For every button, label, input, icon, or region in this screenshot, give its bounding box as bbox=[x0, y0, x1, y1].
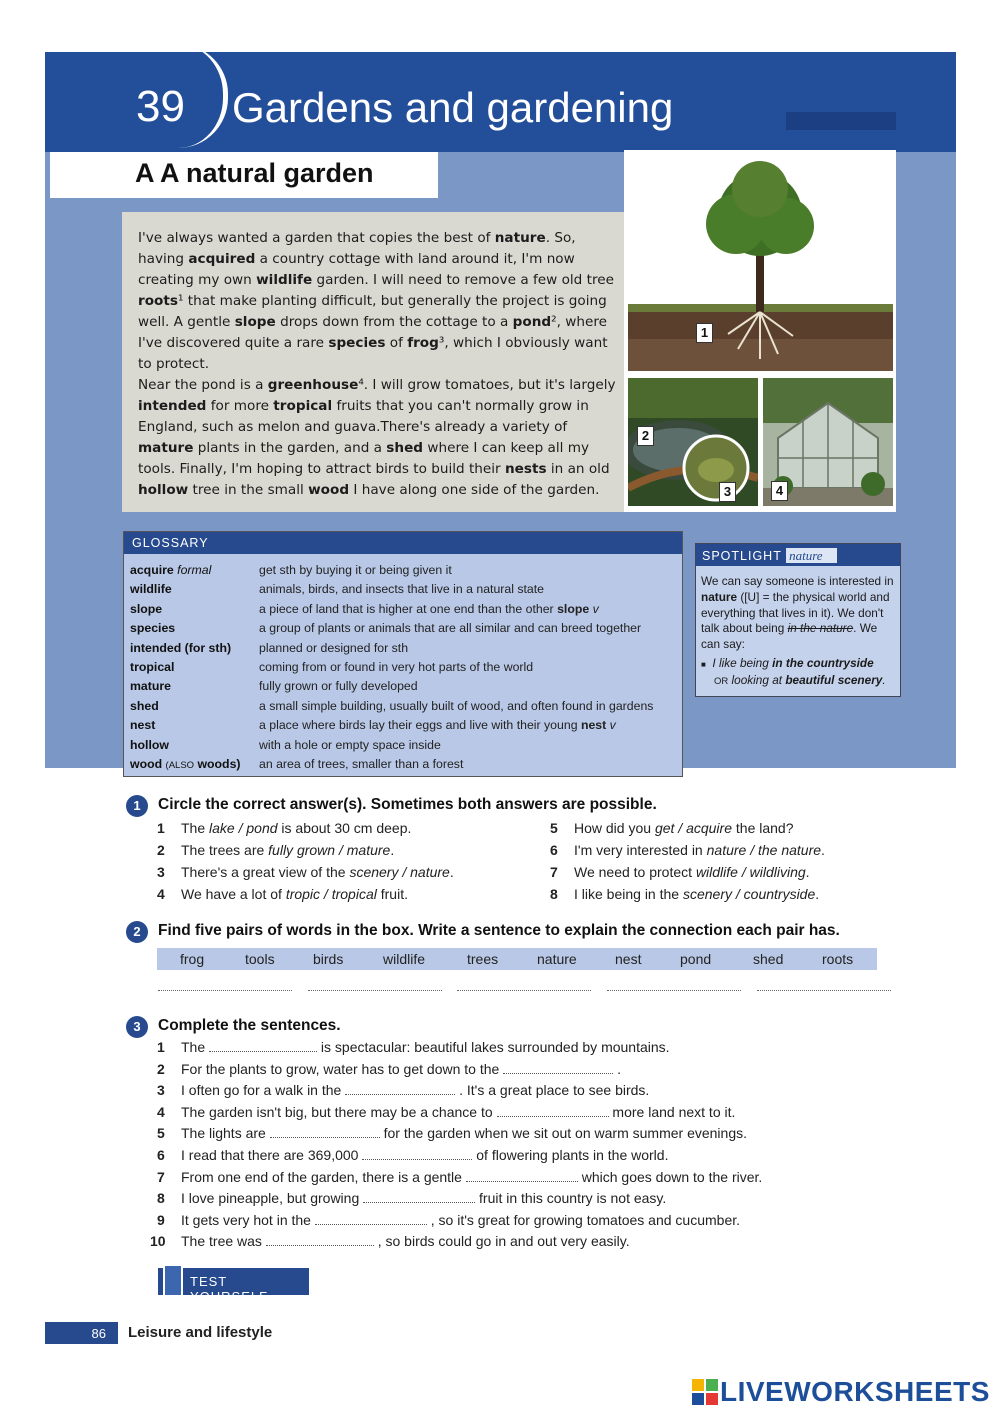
unit-title: Gardens and gardening bbox=[232, 84, 674, 131]
glossary-term: slope bbox=[130, 601, 163, 616]
key-word: frog bbox=[407, 335, 439, 351]
reading-paragraph-1 bbox=[138, 228, 618, 375]
tree-roots-photo bbox=[628, 154, 893, 371]
key-word: tropical bbox=[273, 398, 333, 414]
exercise-1-title: Circle the correct answer(s). Sometimes both answers are possible. bbox=[158, 796, 657, 813]
photo-label-3: 3 bbox=[719, 482, 736, 502]
glossary-definition: with a hole or empty space inside bbox=[259, 737, 441, 752]
item-text: is spectacular: beautiful lakes surrounded by mountains. bbox=[317, 1039, 670, 1055]
spotlight-struck-phrase: in the nature bbox=[787, 621, 854, 636]
reading-text-run: a country cottage with land around it, I'm now creating my own bbox=[138, 251, 575, 288]
box-word: wildlife bbox=[383, 951, 426, 967]
glossary-definition: get sth by buying it or being given it bbox=[259, 563, 452, 577]
item-text: fruit in this country is not easy. bbox=[475, 1190, 667, 1207]
item-text: We have a lot of bbox=[181, 886, 286, 902]
item-text: From one end of the garden, there is a gentle bbox=[181, 1168, 466, 1185]
reading-text bbox=[138, 228, 618, 501]
spotlight-example-bold: beautiful scenery bbox=[785, 672, 883, 687]
glossary-term-cell bbox=[130, 563, 211, 577]
glossary-term: nest bbox=[130, 718, 156, 733]
glossary-entry bbox=[124, 735, 682, 754]
exercise-2-title: Find five pairs of words in the box. Write a sentence to explain the connection each pair has. bbox=[158, 922, 840, 939]
reading-text-run: tree in the small bbox=[188, 482, 309, 498]
item-text: The garden isn't big, but there may be a chance to bbox=[181, 1103, 497, 1120]
key-word: intended bbox=[138, 398, 207, 414]
box-word: tools bbox=[245, 951, 275, 967]
box-word: frog bbox=[180, 951, 205, 967]
item-text: . bbox=[815, 886, 820, 902]
box-word: roots bbox=[822, 951, 854, 967]
key-word: greenhouse bbox=[267, 377, 359, 393]
exercise-2-number: 2 bbox=[126, 921, 148, 943]
answer-options[interactable]: wildlife / wildliving bbox=[695, 864, 806, 880]
key-word: roots bbox=[138, 293, 178, 309]
box-word: pond bbox=[680, 951, 712, 967]
glossary-def-cell bbox=[259, 718, 616, 732]
glossary-def-cell bbox=[259, 679, 418, 693]
reading-text-run: plants in the garden, and a bbox=[193, 440, 387, 456]
spotlight-keyword: nature bbox=[701, 589, 738, 604]
glossary-def-cell bbox=[259, 582, 544, 596]
answer-options[interactable]: nature / the nature bbox=[706, 842, 822, 858]
fill-in-blank[interactable] bbox=[209, 1040, 317, 1052]
item-text: I'm very interested in bbox=[574, 842, 707, 858]
glossary-term: wildlife bbox=[130, 582, 172, 597]
glossary-title: GLOSSARY bbox=[124, 532, 682, 554]
item-text: I love pineapple, but growing bbox=[181, 1190, 364, 1207]
item-text: There's a great view of the bbox=[181, 864, 350, 880]
fill-in-blank[interactable] bbox=[270, 1126, 380, 1138]
glossary-term-cell bbox=[130, 699, 159, 713]
item-text: of flowering plants in the world. bbox=[472, 1147, 669, 1163]
glossary-def-bold: nest bbox=[580, 718, 607, 733]
fill-in-blank[interactable] bbox=[363, 1191, 475, 1203]
glossary-def-cell bbox=[259, 757, 463, 771]
fill-in-blank[interactable] bbox=[466, 1170, 578, 1182]
item-number: 6 bbox=[550, 842, 558, 858]
glossary-term-cell bbox=[130, 718, 155, 732]
item-number: 5 bbox=[157, 1125, 165, 1142]
test-yourself-icon bbox=[163, 1264, 183, 1297]
reading-text-run: ¹ that make planting difficult, but generally the project is going well. A gentle bbox=[138, 293, 607, 330]
glossary-term-cell bbox=[130, 602, 162, 616]
fill-in-blank[interactable] bbox=[497, 1105, 609, 1117]
spotlight-label: SPOTLIGHT bbox=[702, 549, 782, 563]
glossary-definition: an area of trees, smaller than a forest bbox=[259, 756, 464, 771]
answer-options[interactable]: scenery / nature bbox=[349, 864, 450, 880]
reading-text-run: drops down from the cottage to a bbox=[275, 314, 513, 330]
item-number: 10 bbox=[150, 1233, 166, 1250]
item-text: The tree was bbox=[181, 1233, 266, 1250]
glossary-entry bbox=[124, 579, 682, 598]
glossary-entry bbox=[124, 657, 682, 676]
reading-text-run: in an old bbox=[546, 461, 610, 477]
key-word: nests bbox=[504, 461, 547, 477]
reading-text-run: ³, which I obviously want to protect. bbox=[138, 335, 608, 372]
item-text: . bbox=[390, 842, 395, 858]
item-text: more land next to it. bbox=[608, 1103, 736, 1120]
glossary-entry bbox=[124, 560, 682, 579]
answer-line[interactable] bbox=[158, 990, 292, 991]
glossary-term-cell bbox=[130, 621, 175, 635]
glossary-term-cell bbox=[130, 738, 169, 752]
item-text: . bbox=[613, 1060, 621, 1077]
spotlight-text: ([U] = the physical world and everything that lives in it). We don't talk about being bbox=[701, 589, 890, 636]
glossary-def-bold: slope bbox=[557, 601, 590, 616]
glossary-def-cell bbox=[259, 660, 533, 674]
key-word: nature bbox=[494, 230, 546, 246]
item-text: It gets very hot in the bbox=[181, 1211, 315, 1228]
glossary-note: formal bbox=[177, 563, 212, 577]
box-word: shed bbox=[753, 951, 784, 967]
glossary-def-cell bbox=[259, 602, 599, 616]
item-text: The trees are bbox=[181, 842, 269, 858]
spotlight-text: . We can say: bbox=[701, 621, 878, 652]
glossary-entry bbox=[124, 638, 682, 657]
item-number: 2 bbox=[157, 1060, 165, 1077]
item-number: 8 bbox=[550, 886, 558, 902]
answer-options[interactable]: fully grown / mature bbox=[268, 842, 391, 858]
item-number: 9 bbox=[157, 1211, 165, 1228]
item-text: . bbox=[821, 842, 825, 858]
fill-in-blank[interactable] bbox=[266, 1234, 374, 1246]
glossary-entry bbox=[124, 618, 682, 637]
glossary-definition: animals, birds, and insects that live in a natural state bbox=[259, 582, 545, 597]
item-number: 7 bbox=[550, 864, 558, 880]
reading-text-run: I have along one side of the garden. bbox=[349, 482, 600, 498]
item-text: fruit. bbox=[376, 886, 408, 902]
spotlight-example-text: looking at bbox=[728, 672, 786, 687]
glossary-term: acquire bbox=[130, 563, 174, 577]
fill-in-blank[interactable] bbox=[315, 1213, 427, 1225]
answer-options[interactable]: get / acquire bbox=[654, 820, 732, 836]
glossary-def-cell bbox=[259, 621, 641, 635]
reading-paragraph-2 bbox=[138, 375, 618, 501]
glossary-definition: a group of plants or animals that are all similar and can breed together bbox=[259, 621, 642, 636]
box-word: nature bbox=[537, 951, 577, 967]
key-word: wood bbox=[308, 482, 350, 498]
glossary-term: wood bbox=[130, 756, 163, 771]
item-number: 3 bbox=[157, 1082, 165, 1099]
glossary-entry bbox=[124, 696, 682, 715]
glossary-term-cell bbox=[130, 679, 171, 693]
item-number: 7 bbox=[157, 1168, 165, 1185]
glossary-also: (ALSO bbox=[165, 759, 195, 771]
key-word: wildlife bbox=[256, 272, 313, 288]
answer-line[interactable] bbox=[308, 990, 442, 991]
glossary-term-cell bbox=[130, 582, 172, 596]
reading-text-run: for more bbox=[206, 398, 274, 414]
glossary-entry bbox=[124, 754, 682, 773]
glossary-term-cell bbox=[130, 660, 174, 674]
item-text: is about 30 cm deep. bbox=[277, 820, 412, 836]
reading-text-run: garden. I will need to remove a few old tree bbox=[312, 272, 614, 288]
key-word: slope bbox=[234, 314, 276, 330]
glossary-also-term: woods) bbox=[197, 756, 241, 771]
spotlight-word: nature bbox=[786, 548, 836, 563]
header-accent bbox=[786, 112, 896, 130]
unit-number: 39 bbox=[136, 82, 185, 131]
item-text: For the plants to grow, water has to get down to the bbox=[181, 1060, 504, 1077]
section-a-title: A A natural garden bbox=[135, 158, 374, 188]
fill-in-blank[interactable] bbox=[345, 1083, 455, 1095]
answer-options[interactable]: lake / pond bbox=[209, 820, 278, 836]
reading-text-run: where I can keep all my tools. Finally, I'm hoping to attract birds to build their bbox=[138, 440, 590, 477]
item-number: 6 bbox=[157, 1147, 165, 1163]
item-text: The lights are bbox=[181, 1125, 270, 1142]
glossary-entry bbox=[124, 599, 682, 618]
answer-line[interactable] bbox=[607, 990, 741, 991]
key-word: shed bbox=[386, 440, 424, 456]
spotlight-example-bold: in the countryside bbox=[772, 655, 874, 670]
item-number: 3 bbox=[157, 864, 165, 880]
exercise-1-number: 1 bbox=[126, 795, 148, 817]
key-word: species bbox=[328, 335, 386, 351]
item-number: 8 bbox=[157, 1190, 165, 1207]
item-text: I often go for a walk in the bbox=[181, 1082, 346, 1099]
glossary-term: tropical bbox=[130, 659, 175, 674]
item-number: 5 bbox=[550, 820, 558, 836]
item-text: , so it's great for growing tomatoes and cucumber. bbox=[426, 1211, 741, 1228]
glossary-def-cell bbox=[259, 738, 441, 752]
answer-line[interactable] bbox=[457, 990, 591, 991]
photo-label-2: 2 bbox=[637, 426, 654, 446]
page-number: 86 bbox=[45, 1322, 118, 1344]
item-number: 1 bbox=[157, 1039, 165, 1055]
glossary-term: species bbox=[130, 621, 176, 636]
glossary-def-cell bbox=[259, 641, 408, 655]
glossary-definition: fully grown or fully developed bbox=[259, 679, 418, 694]
item-text: the land? bbox=[732, 820, 794, 836]
item-text: I read that there are 369,000 bbox=[181, 1147, 363, 1163]
reading-text-run: fruits that you can't normally grow in England, such as melon and guava.There's already a variety of bbox=[138, 398, 589, 435]
reading-text-run: . So, having bbox=[138, 230, 576, 267]
item-number: 1 bbox=[157, 820, 165, 836]
exercise-3-number: 3 bbox=[126, 1016, 148, 1038]
box-word: birds bbox=[313, 951, 344, 967]
glossary-def-cell bbox=[259, 563, 452, 577]
answer-line[interactable] bbox=[757, 990, 891, 991]
glossary-term: hollow bbox=[130, 737, 169, 752]
footer-section: Leisure and lifestyle bbox=[128, 1324, 273, 1341]
spotlight-header bbox=[696, 544, 900, 566]
glossary-definition: a piece of land that is higher at one end than the other bbox=[259, 601, 554, 616]
glossary-term-cell bbox=[130, 757, 241, 771]
item-number: 2 bbox=[157, 842, 165, 858]
answer-options[interactable]: scenery / countryside bbox=[682, 886, 816, 902]
item-text: . It's a great place to see birds. bbox=[455, 1082, 650, 1099]
liveworksheets-watermark: LIVEWORKSHEETS bbox=[720, 1376, 990, 1407]
key-word: mature bbox=[138, 440, 194, 456]
spotlight-text: We can say someone is interested in bbox=[701, 574, 894, 588]
spotlight-example: ■ I like being in the countryside OR looking at beautiful scenery. bbox=[701, 655, 886, 687]
glossary-definition: a small simple building, usually built of wood, and often found in gardens bbox=[259, 698, 654, 713]
fill-in-blank[interactable] bbox=[362, 1148, 472, 1160]
box-word: nest bbox=[615, 951, 642, 967]
item-text: . bbox=[805, 864, 810, 880]
item-text: How did you bbox=[574, 820, 655, 836]
answer-options[interactable]: tropic / tropical bbox=[285, 886, 377, 902]
box-word: trees bbox=[467, 951, 499, 967]
reading-text-run: ⁴. I will grow tomatoes, but it's largely bbox=[358, 377, 616, 393]
glossary-definition: a place where birds lay their eggs and live with their young bbox=[259, 718, 578, 733]
item-text: , so birds could go in and out very easily. bbox=[373, 1233, 630, 1250]
item-text: for the garden when we sit out on warm summer evenings. bbox=[379, 1125, 748, 1142]
glossary-box bbox=[123, 531, 683, 777]
photo-label-1: 1 bbox=[696, 323, 713, 343]
reading-text-run: I've always wanted a garden that copies the best of bbox=[138, 230, 495, 246]
item-text: . bbox=[449, 864, 454, 880]
glossary-entry bbox=[124, 715, 682, 734]
spotlight-box bbox=[695, 543, 901, 697]
glossary-def-cell bbox=[259, 699, 653, 713]
glossary-term-cell bbox=[130, 641, 231, 655]
item-text: The bbox=[181, 820, 210, 836]
item-number: 4 bbox=[157, 1103, 165, 1120]
item-text: The bbox=[181, 1039, 210, 1055]
spotlight-example-text: . bbox=[882, 672, 886, 687]
test-yourself-button[interactable]: TEST YOURSELF bbox=[158, 1268, 309, 1295]
photo-label-4: 4 bbox=[771, 481, 788, 501]
fill-in-blank[interactable] bbox=[503, 1062, 613, 1074]
spotlight-example-text: I like being bbox=[712, 655, 773, 670]
glossary-term: shed bbox=[130, 698, 159, 713]
item-text: I like being in the bbox=[574, 886, 683, 902]
key-word: hollow bbox=[138, 482, 189, 498]
spotlight-body bbox=[696, 566, 900, 690]
spotlight-or: OR bbox=[714, 675, 729, 687]
reading-text-run: ², where I've discovered quite a rare bbox=[138, 314, 607, 351]
reading-text-run: of bbox=[385, 335, 408, 351]
item-text: We need to protect bbox=[574, 864, 696, 880]
glossary-def-pos: v bbox=[592, 601, 599, 616]
glossary-definition: coming from or found in very hot parts of the world bbox=[259, 659, 534, 674]
glossary-term: intended (for sth) bbox=[130, 640, 232, 655]
glossary-term: mature bbox=[130, 679, 172, 694]
glossary-def-pos: v bbox=[609, 718, 616, 733]
glossary-definition: planned or designed for sth bbox=[259, 640, 409, 655]
key-word: pond bbox=[512, 314, 552, 330]
key-word: acquired bbox=[188, 251, 256, 267]
glossary-entry bbox=[124, 676, 682, 695]
exercise-3-title: Complete the sentences. bbox=[158, 1017, 341, 1034]
item-text: which goes down to the river. bbox=[577, 1168, 763, 1185]
reading-text-run: Near the pond is a bbox=[138, 377, 268, 393]
item-number: 4 bbox=[157, 886, 165, 902]
liveworksheets-logo-icon bbox=[692, 1379, 718, 1405]
